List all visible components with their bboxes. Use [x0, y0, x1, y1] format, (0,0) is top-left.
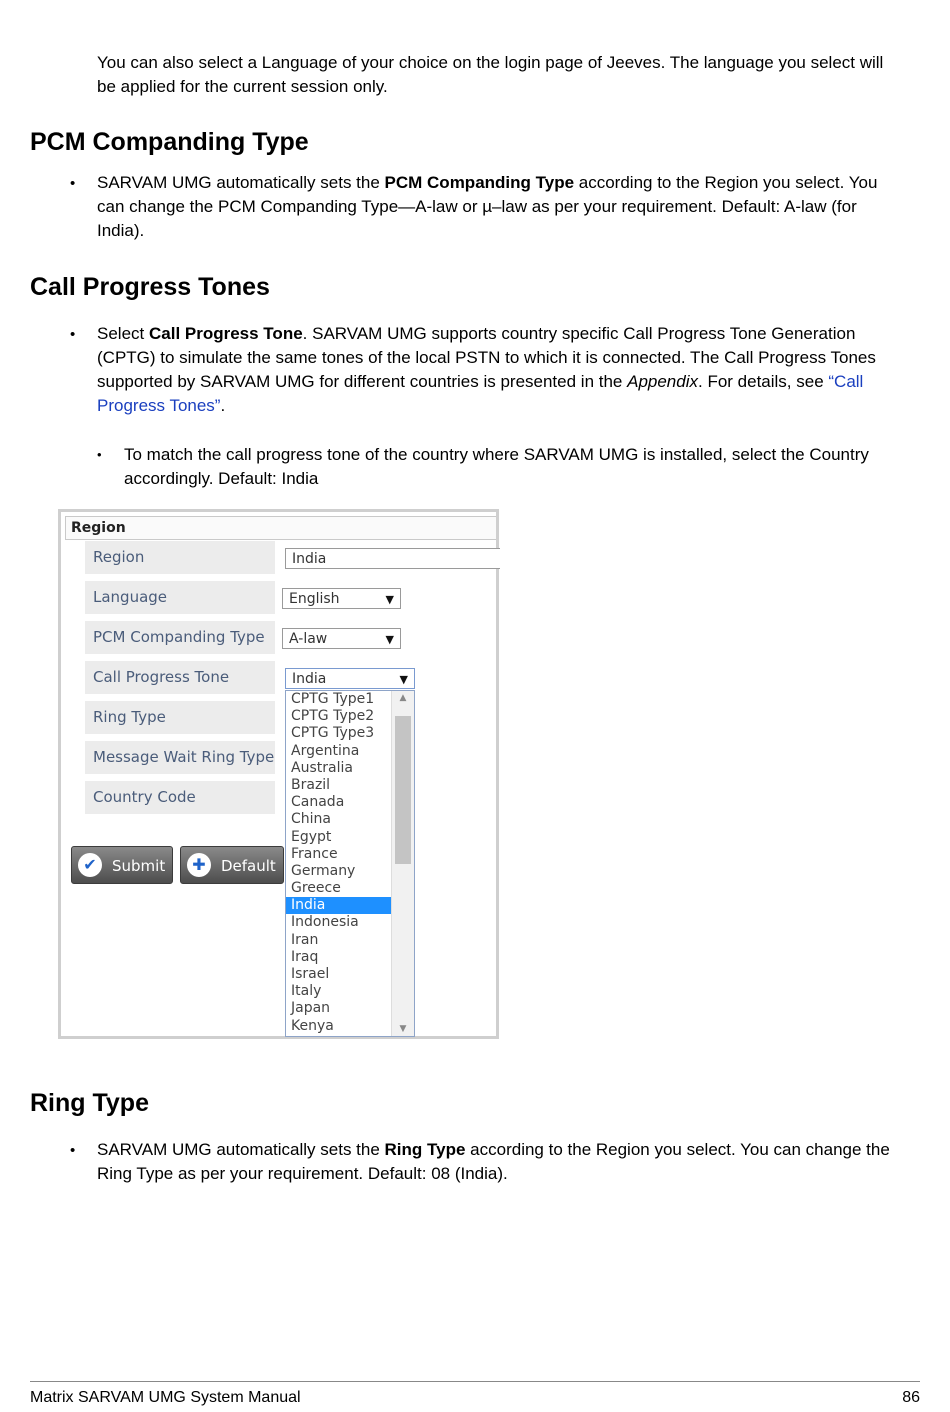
pcm-heading: PCM Companding Type — [30, 128, 309, 156]
plus-icon: ✚ — [187, 853, 211, 877]
cpt-sub-line-2: accordingly. Default: India — [124, 469, 319, 488]
pcm-companding-select[interactable]: A-law ▼ — [282, 628, 401, 649]
footer-divider — [30, 1381, 920, 1382]
call-progress-tones-link-cont[interactable]: Progress Tones” — [97, 396, 221, 415]
page-number: 86 — [902, 1389, 920, 1406]
bullet: • — [70, 175, 76, 192]
dropdown-option[interactable]: Canada — [291, 794, 345, 811]
cpt-line-1: Select Call Progress Tone. SARVAM UMG supports country specific Call Progress Tone Generation — [97, 324, 856, 343]
dropdown-option[interactable]: Iraq — [291, 948, 319, 965]
call-progress-tone-select[interactable]: India ▼ — [285, 668, 415, 689]
message-wait-ring-type-label: Message Wait Ring Type — [85, 741, 275, 774]
cpt-sub-line-1: To match the call progress tone of the country where SARVAM UMG is installed, select the Country — [124, 445, 869, 464]
dropdown-scrollbar[interactable] — [391, 691, 414, 1036]
dropdown-option[interactable]: CPTG Type1 — [291, 691, 375, 707]
cpt-heading: Call Progress Tones — [30, 273, 270, 301]
region-field[interactable]: India — [285, 548, 500, 569]
dropdown-option[interactable]: Argentina — [291, 742, 360, 759]
ring-line-1: SARVAM UMG automatically sets the Ring Type according to the Region you select. You can change the — [97, 1140, 890, 1159]
cpt-line-2: (CPTG) to simulate the same tones of the local PSTN to which it is connected. The Call Progress Tones — [97, 348, 876, 367]
pcm-line-3: India). — [97, 221, 145, 240]
ring-type-label: Ring Type — [85, 701, 275, 734]
sub-bullet: • — [97, 447, 102, 462]
scroll-up-icon[interactable]: ▲ — [399, 693, 407, 703]
dropdown-option[interactable]: India — [286, 897, 391, 914]
pcm-line-2: can change the PCM Companding Type—A-law or µ–law as per your requirement. Default: A-law (for — [97, 197, 857, 216]
intro-line-1: You can also select a Language of your choice on the login page of Jeeves. The language you select will — [97, 53, 884, 72]
dropdown-option[interactable]: Israel — [291, 966, 330, 982]
dropdown-option[interactable]: Iran — [291, 931, 319, 948]
dropdown-option[interactable]: CPTG Type2 — [291, 708, 375, 725]
dropdown-option[interactable]: Brazil — [291, 776, 331, 793]
language-select[interactable]: English ▼ — [282, 588, 401, 609]
dropdown-option[interactable]: France — [291, 845, 338, 862]
bullet: • — [70, 326, 76, 343]
dropdown-arrow-icon: ▼ — [399, 673, 408, 686]
call-progress-tone-dropdown-list[interactable] — [285, 690, 415, 1037]
dropdown-option[interactable]: Kenya — [291, 1017, 334, 1034]
region-settings-screenshot — [58, 509, 499, 1039]
submit-button[interactable]: ✔ Submit — [71, 846, 173, 884]
dropdown-option[interactable]: China — [291, 811, 331, 828]
dropdown-arrow-icon: ▼ — [385, 633, 394, 646]
dropdown-option[interactable]: Germany — [291, 862, 356, 879]
dropdown-option[interactable]: Australia — [291, 759, 353, 776]
cpt-line-3: supported by SARVAM UMG for different countries is presented in the Appendix. For details, see “Call — [97, 372, 864, 391]
bullet: • — [70, 1142, 76, 1159]
footer-title: Matrix SARVAM UMG System Manual — [30, 1389, 301, 1406]
ring-heading: Ring Type — [30, 1089, 149, 1117]
region-label: Region — [85, 541, 275, 574]
country-code-label: Country Code — [85, 781, 275, 814]
pcm-line-1: SARVAM UMG automatically sets the PCM Companding Type according to the Region you select. You — [97, 173, 878, 192]
scroll-thumb[interactable] — [395, 716, 411, 864]
call-progress-tone-label: Call Progress Tone — [85, 661, 275, 694]
checkmark-icon: ✔ — [78, 853, 102, 877]
dropdown-options — [286, 691, 391, 1035]
default-button[interactable]: ✚ Default — [180, 846, 284, 884]
pcm-companding-label: PCM Companding Type — [85, 621, 275, 654]
dropdown-option[interactable]: Egypt — [291, 828, 332, 845]
ring-line-2: Ring Type as per your requirement. Default: 08 (India). — [97, 1164, 508, 1183]
call-progress-tones-link[interactable]: “Call — [828, 372, 864, 391]
scroll-down-icon[interactable]: ▼ — [399, 1024, 407, 1034]
dropdown-option[interactable]: Japan — [291, 1000, 331, 1017]
dropdown-option[interactable]: Indonesia — [291, 914, 359, 931]
dropdown-option[interactable]: Greece — [291, 880, 341, 897]
region-panel-title: Region — [65, 516, 496, 540]
language-label: Language — [85, 581, 275, 614]
dropdown-arrow-icon: ▼ — [385, 593, 394, 606]
dropdown-option[interactable]: CPTG Type3 — [291, 725, 375, 742]
cpt-line-4: Progress Tones”. — [97, 396, 226, 415]
dropdown-option[interactable]: Italy — [291, 983, 322, 1000]
intro-line-2: be applied for the current session only. — [97, 77, 388, 96]
